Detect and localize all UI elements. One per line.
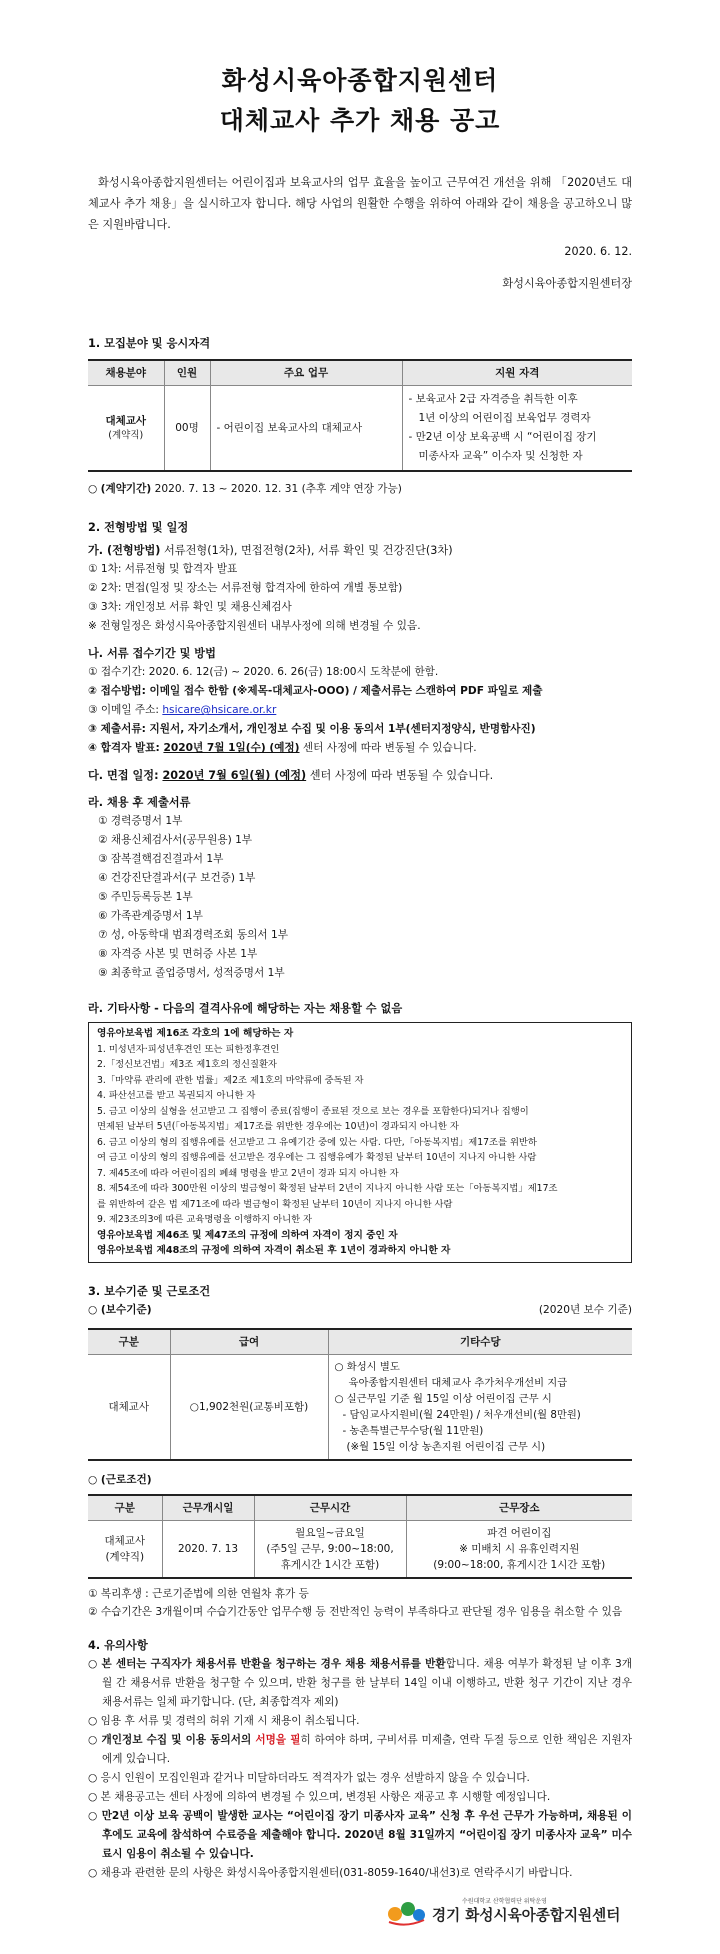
method-step: ② 2차: 면접(일정 및 장소는 서류전형 합격자에 한하여 개별 통보함) — [88, 582, 403, 595]
method-step: ① 1차: 서류전형 및 합격자 발표 — [88, 563, 238, 576]
col-header: 근무장소 — [406, 1495, 632, 1521]
interview-label: 다. 면접 일정: — [88, 769, 163, 783]
pay-table-row — [88, 1355, 632, 1461]
center-logo — [386, 1898, 620, 1926]
contract-period-label: (계약기간) — [100, 483, 152, 496]
work-conditions-label: ○ (근로조건) — [88, 1474, 152, 1487]
col-header: 근무시간 — [254, 1495, 406, 1521]
allowance-line: - 담임교사지원비(월 24만원) / 처우개선비(월 8만원) — [342, 1409, 581, 1422]
circle-bullet-icon: ○ — [88, 1810, 102, 1823]
box-heading: 영유아보육법 제16조 각호의 1에 해당하는 자 — [97, 1028, 294, 1040]
interview-date: 2020년 7월 6일(월) (예정) — [162, 769, 307, 783]
box-item: 를 위반하여 같은 법 제71조에 따라 벌금형이 확정된 날부터 10년이 지나지 아니한 사람 — [97, 1198, 453, 1210]
start-date: 2020. 7. 13 — [162, 1521, 254, 1579]
col-header: 구분 — [88, 1329, 170, 1355]
box-item: 면제된 날부터 5년(「아동복지법」제17조를 위반한 경우에는 10년)이 경과되지 아니한 자 — [97, 1121, 459, 1133]
contract-period — [88, 480, 632, 499]
caution-text: 합니다. 채용 여부가 확정된 날 이후 3개월 간 채용서류 반환을 청구할 수 있으며, 반환 청구를 한 날부터 14일 이내 이행하고, 반환 청구 기간이 지난 경우 채용서류는 일체 파기합니다. (단, 최종합격자 제외) — [102, 1658, 632, 1709]
main-duty: - 어린이집 보육교사의 대체교사 — [210, 386, 402, 472]
col-header: 급여 — [170, 1329, 328, 1355]
box-item: 1. 미성년자·피성년후견인 또는 피한정후견인 — [97, 1043, 280, 1055]
interview-schedule — [88, 766, 632, 785]
pay-table-header — [88, 1329, 632, 1355]
work-hours-line: (주5일 근무, 9:00~18:00, — [266, 1543, 394, 1556]
contract-period-value: 2020. 7. 13 ~ 2020. 12. 31 (추후 계약 연장 가능) — [151, 483, 402, 496]
post-hire-docs-heading: 라. 채용 후 제출서류 — [88, 796, 191, 810]
caution-text: 히 하여야 하며, 구비서류 미제출, 연락 두절 등으로 인한 책임은 지원자에게 있습니다. — [102, 1734, 633, 1766]
welfare-note: ① 복리후생 : 근로기준법에 의한 연월차 휴가 등 — [88, 1588, 309, 1601]
work-hours-line: 월요일~금요일 — [295, 1527, 365, 1540]
caution-text: 채용과 관련한 문의 사항은 화성시육아종합지원센터(031-8059-1640/내선3)로 연락주시기 바랍니다. — [100, 1867, 573, 1880]
pay-table — [88, 1328, 632, 1461]
submission-documents: ③ 제출서류: 지원서, 자기소개서, 개인정보 수집 및 이용 동의서 1부(센터지정양식, 반명함사진) — [88, 723, 536, 736]
qual-line: 미종사자 교육” 이수자 및 신청한 자 — [418, 450, 583, 463]
intro-paragraph: 화성시육아종합지원센터는 어린이집과 보육교사의 업무 효율을 높이고 근무여건 개선을 위해 「2020년도 대체교사 추가 채용」을 실시하고자 합니다. 해당 사업의 원활한 수행을 위하여 아래와 같이 채용을 공고하오니 많은 지원바랍니다. — [88, 176, 632, 231]
logo-name: 경기 화성시육아종합지원센터 — [432, 1907, 621, 1924]
method-note: ※ 전형일정은 화성시육아종합지원센터 내부사정에 의해 변경될 수 있음. — [88, 620, 421, 633]
conditions-table-row — [88, 1521, 632, 1579]
method-label: 가. (전형방법) — [88, 544, 161, 558]
disqualification-heading: 라. 기타사항 - 다음의 결격사유에 해당하는 자는 채용할 수 없음 — [88, 1002, 403, 1016]
result-note: 센터 사정에 따라 변동될 수 있습니다. — [299, 742, 477, 755]
qual-line: - 보육교사 2급 자격증을 취득한 이후 — [408, 393, 578, 406]
list-item: ② 채용신체검사서(공무원용) 1부 — [98, 834, 253, 847]
allowance-line: ○ 실근무일 기준 월 15일 이상 어린이집 근무 시 — [334, 1393, 552, 1406]
method-line — [88, 541, 632, 560]
box-item: 5. 금고 이상의 실형을 선고받고 그 집행이 종료(집행이 종료된 것으로 보는 경우를 포함한다)되거나 집행이 — [97, 1105, 529, 1117]
conditions-table-header — [88, 1495, 632, 1521]
notice-date: 2020. 6. 12. — [564, 245, 632, 258]
qualification — [402, 386, 632, 472]
circle-bullet-icon: ○ — [88, 1734, 102, 1747]
list-item: ⑧ 자격증 사본 및 면허증 사본 1부 — [98, 948, 258, 961]
post-hire-docs-list — [88, 812, 632, 983]
issuer: 화성시육아종합지원센터장 — [502, 277, 632, 290]
caution-text: 임용 후 서류 및 경력의 허위 기재 시 채용이 취소됩니다. — [100, 1715, 360, 1728]
pay-standard-note: (2020년 보수 기준) — [538, 1303, 632, 1316]
circle-bullet-icon: ○ — [88, 1715, 101, 1728]
pay-amount: ○1,902천원(교통비포함) — [170, 1355, 328, 1461]
section-3-heading: 3. 보수기준 및 근로조건 — [88, 1284, 211, 1298]
list-item: ⑥ 가족관계증명서 1부 — [98, 910, 203, 923]
col-header: 인원 — [164, 360, 210, 386]
submission-method: ② 접수방법: 이메일 접수 한함 (※제목-대체교사-OOO) / 제출서류는 스캔하여 PDF 파일로 제출 — [88, 685, 543, 698]
list-item: ④ 건강진단결과서(구 보건증) 1부 — [98, 872, 256, 885]
field-sub: (계약직) — [108, 430, 144, 442]
caution-text: 본 채용공고는 센터 사정에 의하여 변경될 수 있으며, 변경된 사항은 재공고 후 시행할 예정입니다. — [100, 1791, 551, 1804]
box-item: 4. 파산선고를 받고 복권되지 아니한 자 — [97, 1090, 256, 1102]
work-place — [406, 1521, 632, 1579]
caution-red: 서명을 필 — [255, 1734, 301, 1747]
col-header: 구분 — [88, 1495, 162, 1521]
method-text: 서류전형(1차), 면접전형(2차), 서류 확인 및 건강진단(3차) — [160, 544, 453, 558]
field-name: 대체교사 — [105, 414, 147, 427]
section-4-heading: 4. 유의사항 — [88, 1639, 148, 1653]
col-header: 기타수당 — [328, 1329, 632, 1355]
caution-item — [88, 1731, 632, 1769]
col-header: 지원 자격 — [402, 360, 632, 386]
allowance-line: (※월 15일 이상 농촌지원 어린이집 근무 시) — [346, 1441, 546, 1454]
title-line-1: 화성시육아종합지원센터 — [221, 66, 499, 95]
list-item: ① 경력증명서 1부 — [98, 815, 183, 828]
caution-item — [88, 1788, 632, 1807]
list-item: ③ 잠복결핵검진결과서 1부 — [98, 853, 224, 866]
list-item: ⑨ 최종학교 졸업증명서, 성적증명서 1부 — [98, 967, 285, 980]
box-item: 9. 제23조의3에 따른 교육명령을 이행하지 아니한 자 — [97, 1214, 312, 1226]
circle-bullet-icon: ○ — [88, 1791, 101, 1804]
cond-label-sub: (계약직) — [105, 1551, 145, 1564]
result-date: 2020년 7월 1일(수) (예정) — [163, 742, 300, 755]
box-item: 3.「마약류 관리에 관한 법률」제2조 제1호의 마약류에 중독된 자 — [97, 1074, 364, 1086]
circle-bullet-icon: ○ — [88, 483, 101, 496]
logo-caption: 수원대학교 산학협력단 위탁운영 — [462, 1898, 547, 1905]
work-place-line: (9:00~18:00, 휴게시간 1시간 포함) — [433, 1559, 606, 1572]
circle-bullet-icon: ○ — [88, 1867, 101, 1880]
caution-item — [88, 1769, 632, 1788]
work-place-line: 파견 어린이집 — [487, 1527, 552, 1540]
recruit-table-row — [88, 386, 632, 472]
result-announcement — [88, 739, 632, 758]
caution-item — [88, 1655, 632, 1712]
allowance-line: ○ 화성시 별도 — [334, 1361, 400, 1374]
col-header: 근무개시일 — [162, 1495, 254, 1521]
recruit-table — [88, 359, 632, 472]
pay-standard-line — [88, 1301, 632, 1320]
box-item: 6. 금고 이상의 형의 집행유예를 선고받고 그 유예기간 중에 있는 사람. 다만,「아동복지법」제17조를 위반하 — [97, 1136, 537, 1148]
col-header: 채용분야 — [88, 360, 164, 386]
work-hours-line: 휴게시간 1시간 포함) — [280, 1559, 380, 1572]
email-label: ③ 이메일 주소: — [88, 704, 163, 717]
caution-text: 응시 인원이 모집인원과 같거나 미달하더라도 적격자가 없는 경우 선발하지 않을 수 있습니다. — [100, 1772, 530, 1785]
caution-bold: 개인정보 수집 및 이용 동의서의 — [101, 1734, 256, 1747]
box-tail: 영유아보육법 제48조의 규정에 의하여 자격이 취소된 후 1년이 경과하지 아니한 자 — [97, 1245, 451, 1257]
pay-row-label: 대체교사 — [88, 1355, 170, 1461]
circle-bullet-icon: ○ — [88, 1772, 101, 1785]
box-item: 2.「정신보건법」제3조 제1호의 정신질환자 — [97, 1059, 277, 1071]
conditions-table — [88, 1494, 632, 1579]
box-item: 7. 제45조에 따라 어린이집의 폐쇄 명령을 받고 2년이 경과 되지 아니한 자 — [97, 1167, 399, 1179]
qual-line: - 만2년 이상 보육공백 시 “어린이집 장기 — [408, 431, 597, 444]
disqualification-box — [88, 1022, 632, 1263]
box-tail: 영유아보육법 제46조 및 제47조의 규정에 의하여 자격이 정지 중인 자 — [97, 1229, 398, 1241]
recruit-table-header — [88, 360, 632, 386]
submission-heading: 나. 서류 접수기간 및 방법 — [88, 647, 216, 661]
allowances — [328, 1355, 632, 1461]
caution-item — [88, 1807, 632, 1864]
circle-bullet-icon: ○ — [88, 1658, 102, 1671]
caution-item — [88, 1712, 632, 1731]
allowance-line: - 농촌특별근무수당(월 11만원) — [342, 1425, 484, 1438]
title-line-2: 대체교사 추가 채용 공고 — [219, 106, 501, 135]
caution-bold: 본 센터는 구직자가 채용서류 반환을 청구하는 경우 채용 채용서류를 반환 — [101, 1658, 446, 1671]
section-1-heading: 1. 모집분야 및 응시자격 — [88, 337, 211, 350]
section-2-heading: 2. 전형방법 및 일정 — [88, 521, 189, 535]
logo-mark-icon — [386, 1898, 426, 1926]
caution-text: 만2년 이상 보육 공백이 발생한 교사는 “어린이집 장기 미종사자 교육” 신청 후 우선 근무가 가능하며, 채용된 이후에도 교육에 참석하여 수료증을 제출해야 합니다. 2020년 8월 31일까지 “어린이집 장기 미종사자 교육” 미수료시 임용이 취소될 수 있습니다. — [101, 1810, 633, 1861]
col-header: 주요 업무 — [210, 360, 402, 386]
submission-period: ① 접수기간: 2020. 6. 12(금) ~ 2020. 6. 26(금) 18:00시 도착분에 한함. — [88, 666, 439, 679]
qual-line: 1년 이상의 어린이집 보육업무 경력자 — [418, 412, 591, 425]
headcount: 00명 — [164, 386, 210, 472]
result-label: ④ 합격자 발표: — [88, 742, 164, 755]
work-hours — [254, 1521, 406, 1579]
method-step: ③ 3차: 개인정보 서류 확인 및 채용신체검사 — [88, 601, 292, 614]
list-item: ⑦ 성, 아동학대 범죄경력조회 동의서 1부 — [98, 929, 288, 942]
email-link[interactable]: hsicare@hsicare.or.kr — [162, 704, 277, 717]
list-item: ⑤ 주민등록등본 1부 — [98, 891, 193, 904]
work-place-line: ※ 미배치 시 유휴인력지원 — [459, 1543, 580, 1556]
submission-email — [88, 701, 632, 720]
interview-note: 센터 사정에 따라 변동될 수 있습니다. — [306, 769, 494, 783]
caution-item — [88, 1864, 632, 1883]
probation-note: ② 수습기간은 3개월이며 수습기간동안 업무수행 등 전반적인 능력이 부족하다고 판단될 경우 임용을 취소할 수 있음 — [88, 1606, 623, 1619]
pay-standard-label: ○ (보수기준) — [88, 1303, 152, 1316]
box-item: 여 금고 이상의 형의 집행유예를 선고받은 경우에는 그 집행유예가 확정된 날부터 10년이 지나지 아니한 사람 — [97, 1152, 537, 1164]
cond-label: 대체교사 — [104, 1535, 146, 1548]
allowance-line: 육아종합지원센터 대체교사 추가처우개선비 지급 — [348, 1377, 568, 1390]
cond-label-cell — [88, 1521, 162, 1579]
box-item: 8. 제54조에 따라 300만원 이상의 벌금형이 확정된 날부터 2년이 지나지 아니한 사람 또는「아동복지법」제17조 — [97, 1183, 558, 1195]
